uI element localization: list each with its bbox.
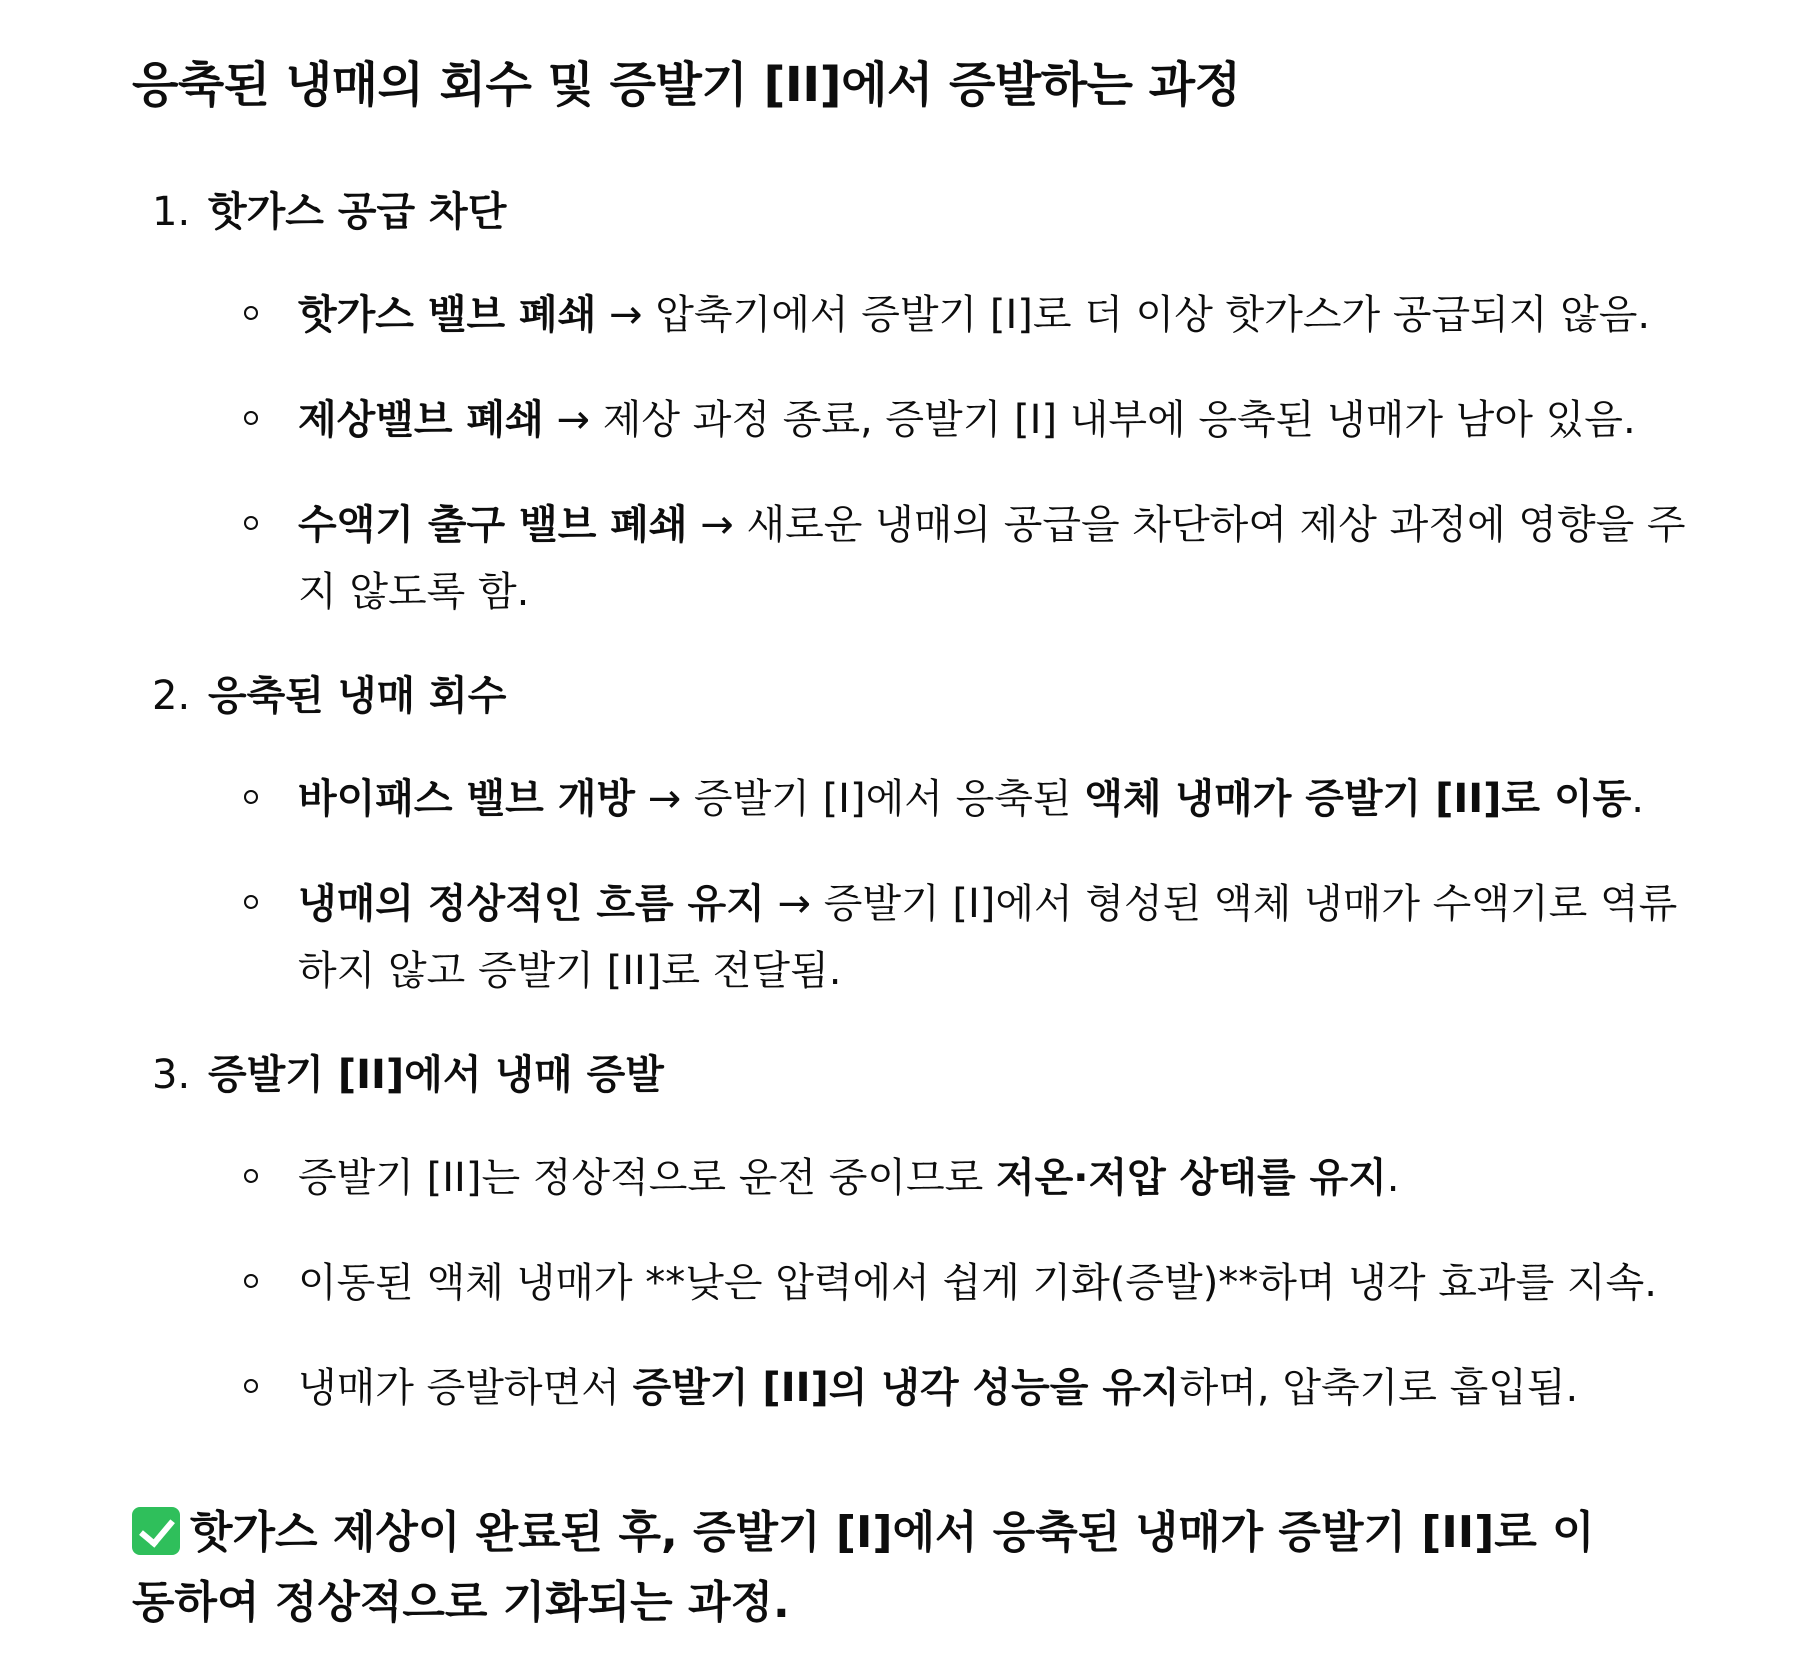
bullet-circle-icon (244, 895, 258, 909)
step-number: 2. (152, 673, 191, 719)
bold-text: 저온·저압 상태를 유지 (995, 1155, 1387, 1201)
summary-text: 핫가스 제상이 완료된 후, 증발기 [I]에서 응축된 냉매가 증발기 [II]로 이동하여 정상적으로 기화되는 과정. (132, 1507, 1595, 1628)
item-text: 이동된 액체 냉매가 **낮은 압력에서 쉽게 기화(증발)**하며 냉각 효과를 지속. (298, 1260, 1657, 1306)
list-item (132, 766, 1692, 833)
bullet-circle-icon (244, 411, 258, 425)
bullet-circle-icon (244, 1379, 258, 1393)
bold-text: 핫가스 밸브 폐쇄 (298, 292, 597, 338)
bullet-circle-icon (244, 790, 258, 804)
page-title: 응축된 냉매의 회수 및 증발기 [II]에서 증발하는 과정 (132, 57, 1241, 113)
step-number: 3. (152, 1052, 191, 1098)
step-title: 응축된 냉매 회수 (208, 673, 507, 719)
step-title: 핫가스 공급 차단 (208, 189, 507, 235)
item-text: → 증발기 [I]에서 응축된 (634, 776, 1085, 822)
item-text: . (1386, 1155, 1400, 1201)
bold-text: 수액기 출구 밸브 폐쇄 (298, 502, 688, 548)
summary-line (132, 1498, 1612, 1638)
step-title: 증발기 [II]에서 냉매 증발 (208, 1052, 664, 1098)
bold-text: 증발기 [II]의 냉각 성능을 유지 (632, 1365, 1180, 1411)
item-text: . (1631, 776, 1644, 822)
step-2 (132, 666, 1692, 1005)
item-text: → 제상 과정 종료, 증발기 [I] 내부에 응축된 냉매가 남아 있음. (543, 397, 1636, 443)
item-text: → 증발기 [I]에서 형성된 액체 냉매가 수액기로 역류하지 않고 증발기 [II]로 전달됨. (298, 881, 1678, 994)
item-text: → 압축기에서 증발기 [I]로 더 이상 핫가스가 공급되지 않음. (596, 292, 1651, 338)
item-text: 냉매가 증발하면서 (298, 1365, 633, 1411)
bullet-circle-icon (244, 306, 258, 320)
bullet-circle-icon (244, 1274, 258, 1288)
bold-text: 제상밸브 폐쇄 (298, 397, 544, 443)
list-item (132, 492, 1692, 626)
steps-list (132, 182, 1692, 1422)
step-heading (132, 182, 1692, 242)
bullet-list (132, 766, 1692, 1005)
bullet-list (132, 282, 1692, 626)
step-number: 1. (152, 189, 191, 235)
list-item (132, 387, 1692, 454)
step-heading (132, 666, 1692, 726)
bullet-circle-icon (244, 1169, 258, 1183)
bullet-list (132, 1145, 1692, 1422)
item-text: 하며, 압축기로 흡입됨. (1179, 1365, 1579, 1411)
step-1 (132, 182, 1692, 626)
list-item (132, 1145, 1692, 1212)
document-body (132, 50, 1692, 1460)
list-item (132, 282, 1692, 349)
bold-text: 액체 냉매가 증발기 [II]로 이동 (1084, 776, 1632, 822)
step-heading (132, 1045, 1692, 1105)
bullet-circle-icon (244, 516, 258, 530)
bold-text: 냉매의 정상적인 흐름 유지 (298, 881, 765, 927)
check-mark-icon (132, 1507, 180, 1555)
list-item (132, 1250, 1692, 1317)
bold-text: 바이패스 밸브 개방 (298, 776, 635, 822)
step-3 (132, 1045, 1692, 1422)
list-item (132, 1355, 1692, 1422)
list-item (132, 871, 1692, 1005)
item-text: → 새로운 냉매의 공급을 차단하여 제상 과정에 영향을 주지 않도록 함. (298, 502, 1686, 615)
item-text: 증발기 [II]는 정상적으로 운전 중이므로 (298, 1155, 996, 1201)
